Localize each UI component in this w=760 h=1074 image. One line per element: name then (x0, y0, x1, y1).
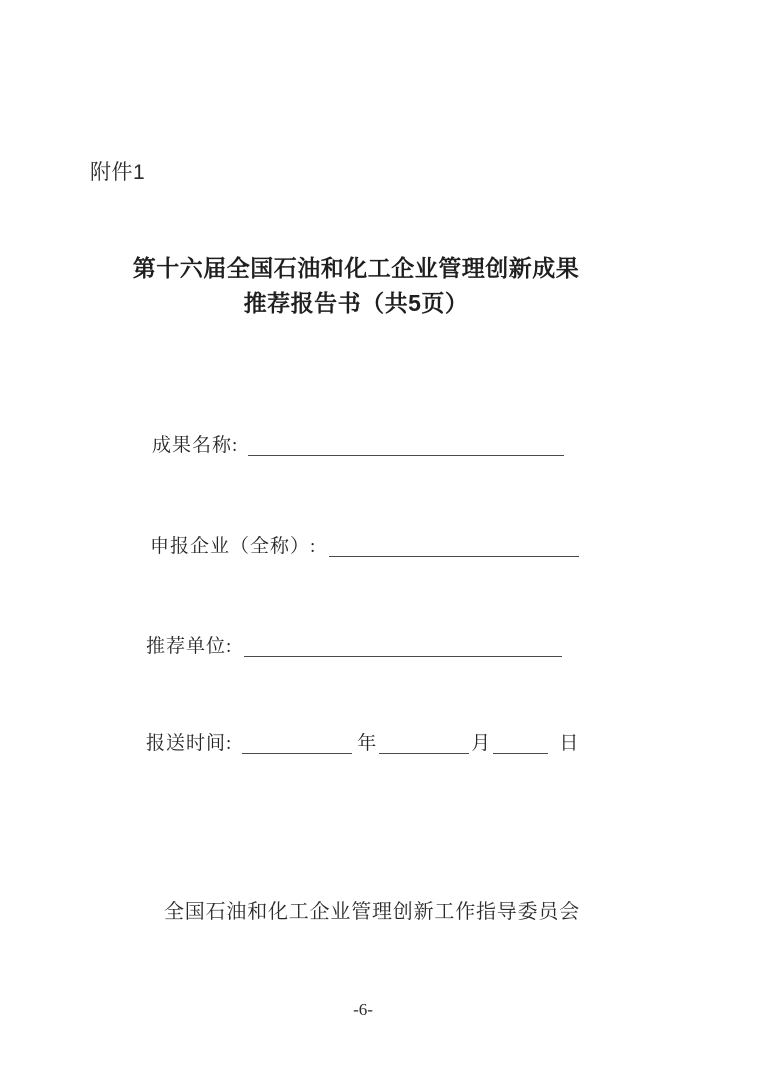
submission-date-year-blank-line (242, 734, 352, 754)
declaring-enterprise-label: 申报企业（全称）: (150, 536, 317, 557)
submission-date-label: 报送时间: (146, 733, 233, 754)
recommending-unit-label: 推荐单位: (146, 636, 233, 657)
attachment-label: 附件1 (90, 161, 146, 184)
page-number: -6- (353, 1000, 373, 1019)
recommending-unit-blank-line (244, 637, 562, 657)
field-submission-date (146, 728, 579, 755)
field-recommending-unit (146, 631, 562, 658)
document-title (0, 251, 712, 321)
field-declaring-enterprise (150, 531, 579, 558)
field-achievement-name (152, 430, 564, 457)
issuing-organization: 全国石油和化工企业管理创新工作指导委员会 (164, 901, 580, 923)
submission-date-month-unit: 月 (471, 733, 492, 754)
submission-date-day-unit: 日 (559, 733, 580, 754)
achievement-name-blank-line (248, 436, 564, 456)
declaring-enterprise-blank-line (329, 537, 579, 557)
document-title-line2: 推荐报告书（共5页） (243, 290, 469, 316)
submission-date-year-unit: 年 (357, 733, 378, 754)
document-title-line1: 第十六届全国石油和化工企业管理创新成果 (132, 255, 580, 281)
submission-date-month-blank-line (379, 734, 469, 754)
achievement-name-label: 成果名称: (152, 435, 239, 456)
submission-date-day-blank-line (493, 734, 548, 754)
